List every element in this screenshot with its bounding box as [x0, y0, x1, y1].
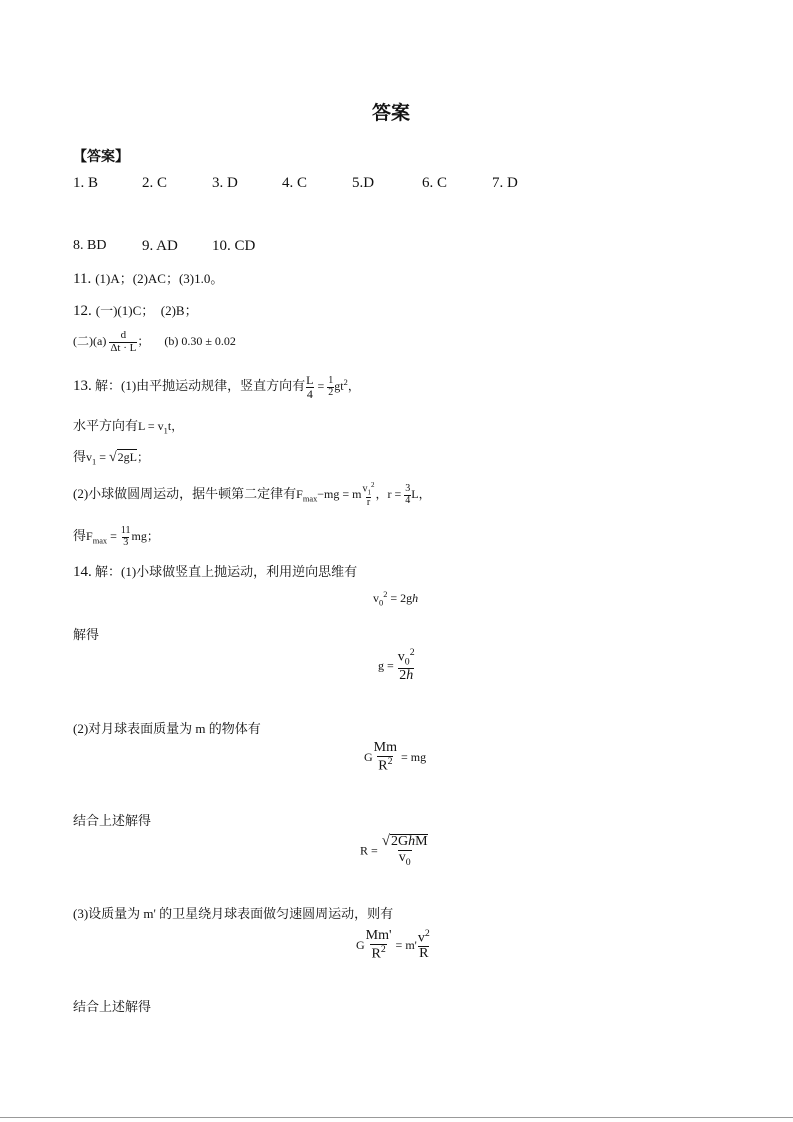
- q12-sep: ；: [137, 333, 150, 348]
- q13-line-3: 得$v_1 = √2gL$；: [73, 449, 150, 467]
- q12-part2-prefix: (二)(a): [73, 333, 107, 348]
- answer-8: 8. BD: [73, 238, 107, 253]
- q14-line1-text: 解：(1)小球做竖直上抛运动，利用逆向思维有: [95, 564, 358, 579]
- q11-line: [73, 268, 223, 288]
- q13-number: 13.: [73, 378, 92, 395]
- answer-10: 10. CD: [212, 238, 256, 254]
- q14-frac-mm: $\frac{Mm}{R^2}$: [373, 740, 398, 774]
- q13-frac-34: $\frac{3}{4}$: [405, 483, 411, 506]
- q14-frac-mmr: $\frac{Mm'}{R^2}$: [365, 928, 392, 962]
- q13-frac-113: $\frac{11}{3}$: [120, 525, 131, 548]
- q12-part2-b: (b) 0.30 ± 0.02: [164, 333, 236, 348]
- answer-7: 7. D: [492, 175, 518, 191]
- page-bottom-divider: [0, 1117, 793, 1118]
- q14-frac-r: $\frac{\text{√2GhM}}{v_0}$: [381, 833, 428, 868]
- q14-frac-g: $\frac{v_0^2}{2h}$: [397, 647, 415, 683]
- q13-frac-l4: $\frac{L}{4}$: [306, 373, 314, 401]
- page-title: 答案: [372, 103, 411, 124]
- q13-line-4: (2)小球做圆周运动，据牛顿第二定律有$F_{max}-mg = m$ $\frac{v_1^2}{r}$ ，r = $\frac{3}{4}$ L，: [73, 481, 431, 508]
- answer-5: 5.D: [352, 175, 375, 191]
- q14-line-3: (3)设质量为 m' 的卫星绕月球表面做匀速圆周运动，则有: [73, 906, 394, 921]
- q13-line1-text: 解：(1)由平抛运动规律，竖直方向有: [95, 378, 306, 394]
- q14-eq-4: R = $\frac{\text{√2GhM}}{v_0}$: [360, 833, 428, 868]
- q14-solve-2: 结合上述解得: [73, 813, 152, 828]
- q13-line3-text: 得: [73, 449, 87, 464]
- q13-line4-text: (2)小球做圆周运动，据牛顿第二定律有: [73, 486, 297, 502]
- q13-line-5: 得$F_{max}$ = $\frac{11}{3}$ mg；: [73, 525, 159, 548]
- q13-frac-v2r: $\frac{v_1^2}{r}$: [362, 481, 375, 508]
- q12-fraction: [109, 330, 137, 354]
- q13-line5-text: 得: [73, 528, 87, 543]
- q14-solve-1: 解得: [73, 627, 100, 642]
- q11-number: 11.: [73, 271, 92, 287]
- q12-line-2: [73, 330, 236, 354]
- q14-number: 14.: [73, 564, 92, 580]
- q14-line-2: (2)对月球表面质量为 m 的物体有: [73, 721, 261, 736]
- q14-solve-3: 结合上述解得: [73, 999, 152, 1014]
- q14-eq-3: G $\frac{Mm}{R^2}$ = mg: [364, 740, 427, 774]
- answer-6: 6. C: [422, 175, 448, 191]
- answer-9: 9. AD: [142, 238, 178, 254]
- answer-3: 3. D: [212, 175, 238, 191]
- answer-1: 1. B: [73, 175, 99, 191]
- q14-line-1: [73, 561, 357, 581]
- q13-line2-text: 水平方向有: [73, 418, 139, 433]
- q14-frac-v2R: $\frac{v^2}{R}$: [417, 928, 430, 962]
- q12-frac-den: Δt · L: [110, 341, 137, 354]
- q12-part1: (一)(1)C； (2)B；: [95, 303, 198, 318]
- q11-text: (1)A；(2)AC；(3)1.0。: [95, 271, 224, 286]
- q14-eq-5: G $\frac{Mm'}{R^2}$ = m' $\frac{v^2}{R}$: [356, 928, 430, 962]
- q14-eq-1: $v_0^2 = 2gh$: [373, 590, 419, 608]
- q13-line-1: 13. 解：(1)由平抛运动规律，竖直方向有 $\frac{L}{4}$ = $\frac{1}{2}$ $gt^2$，: [73, 373, 360, 401]
- q13-frac-half: $\frac{1}{2}$: [328, 375, 334, 398]
- q13-line-2: 水平方向有$L = v_1t$，: [73, 418, 184, 436]
- q12-frac-num: d: [120, 329, 127, 341]
- q12-line-1: [73, 300, 198, 320]
- q14-eq-2: g = $\frac{v_0^2}{2h}$: [378, 647, 415, 683]
- section-label: 【答案】: [73, 150, 129, 165]
- answer-2: 2. C: [142, 175, 168, 191]
- q12-number: 12.: [73, 303, 92, 319]
- answer-4: 4. C: [282, 175, 308, 191]
